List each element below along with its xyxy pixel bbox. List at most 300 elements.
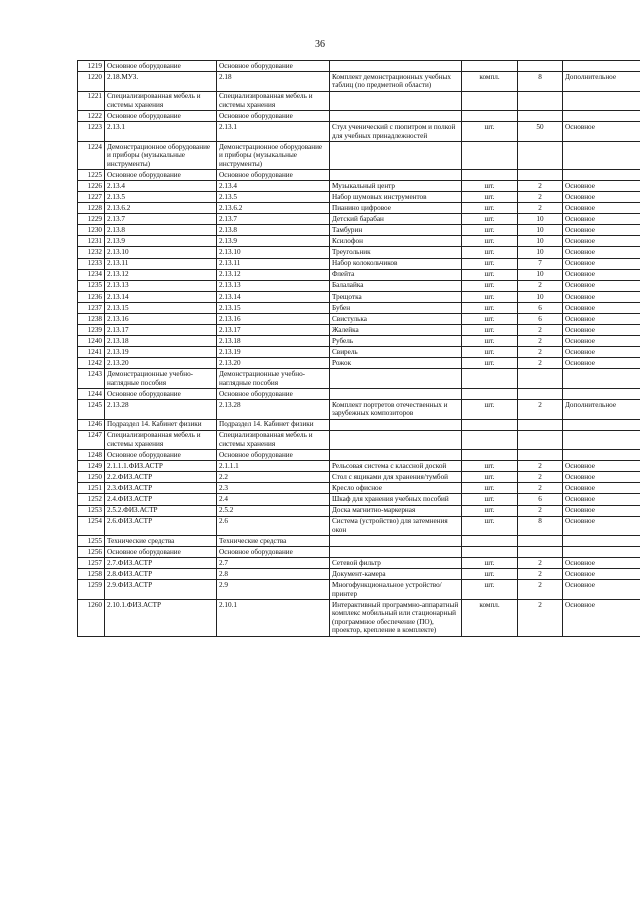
table-row [78, 461, 640, 472]
table-row [78, 141, 640, 169]
row-code: Демонстрационные учебно-наглядные пособия [105, 369, 217, 389]
row-type: Основное [563, 347, 640, 358]
row-code: 2.13.17 [105, 324, 217, 335]
row-quantity: 2 [518, 505, 563, 516]
table-row [78, 494, 640, 505]
row-quantity: 50 [518, 122, 563, 142]
row-unit [462, 61, 518, 72]
table-row [78, 558, 640, 569]
table-row [78, 280, 640, 291]
row-type: Основное [563, 358, 640, 369]
row-type: Основное [563, 558, 640, 569]
row-unit: шт. [462, 302, 518, 313]
row-quantity: 6 [518, 313, 563, 324]
row-quantity [518, 111, 563, 122]
row-code: Основное оборудование [105, 450, 217, 461]
row-type [563, 61, 640, 72]
row-unit: шт. [462, 280, 518, 291]
table-row [78, 483, 640, 494]
row-code: 2.4.ФИЗ.АСТР [105, 494, 217, 505]
row-code: 2.13.11 [105, 258, 217, 269]
row-unit: шт. [462, 180, 518, 191]
row-name: 2.4 [217, 494, 330, 505]
row-quantity: 10 [518, 291, 563, 302]
row-quantity [518, 369, 563, 389]
row-type: Основное [563, 236, 640, 247]
row-type: Основное [563, 580, 640, 600]
row-name: Основное оборудование [217, 450, 330, 461]
row-number: 1238 [78, 313, 105, 324]
row-description: Документ-камера [330, 569, 462, 580]
row-number: 1257 [78, 558, 105, 569]
table-row [78, 536, 640, 547]
row-unit: шт. [462, 236, 518, 247]
row-number: 1226 [78, 180, 105, 191]
row-number: 1245 [78, 399, 105, 419]
table-row [78, 580, 640, 600]
row-description [330, 388, 462, 399]
row-quantity: 10 [518, 247, 563, 258]
row-quantity [518, 450, 563, 461]
row-unit: шт. [462, 324, 518, 335]
row-unit: шт. [462, 313, 518, 324]
row-number: 1222 [78, 111, 105, 122]
row-quantity: 2 [518, 358, 563, 369]
row-name: 2.7 [217, 558, 330, 569]
row-number: 1237 [78, 302, 105, 313]
row-unit [462, 369, 518, 389]
row-unit: шт. [462, 247, 518, 258]
row-type [563, 388, 640, 399]
row-code: 2.10.1.ФИЗ.АСТР [105, 600, 217, 637]
row-quantity [518, 430, 563, 450]
row-name: 2.13.5 [217, 192, 330, 203]
row-type: Основное [563, 269, 640, 280]
row-number: 1246 [78, 419, 105, 430]
row-quantity: 8 [518, 72, 563, 92]
row-description: Свирель [330, 347, 462, 358]
row-unit: шт. [462, 483, 518, 494]
row-description: Сетевой фильтр [330, 558, 462, 569]
row-number: 1253 [78, 505, 105, 516]
row-code: 2.13.8 [105, 225, 217, 236]
row-description [330, 536, 462, 547]
row-name: 2.10.1 [217, 600, 330, 637]
row-name: 2.13.7 [217, 214, 330, 225]
row-number: 1230 [78, 225, 105, 236]
row-description: Шкаф для хранения учебных пособий [330, 494, 462, 505]
row-code: 2.8.ФИЗ.АСТР [105, 569, 217, 580]
row-type: Основное [563, 180, 640, 191]
row-name: 2.1.1.1 [217, 461, 330, 472]
row-name: 2.13.15 [217, 302, 330, 313]
row-name: Подраздел 14. Кабинет физики [217, 419, 330, 430]
row-name: 2.13.1 [217, 122, 330, 142]
table-row [78, 247, 640, 258]
row-type [563, 111, 640, 122]
row-description [330, 111, 462, 122]
row-name: 2.13.10 [217, 247, 330, 258]
row-name: Основное оборудование [217, 388, 330, 399]
row-type: Основное [563, 313, 640, 324]
row-name: 2.13.13 [217, 280, 330, 291]
row-quantity: 2 [518, 203, 563, 214]
row-name: 2.13.6.2 [217, 203, 330, 214]
row-quantity: 2 [518, 192, 563, 203]
row-description: Бубен [330, 302, 462, 313]
table-row [78, 214, 640, 225]
row-unit [462, 450, 518, 461]
row-name: Основное оборудование [217, 169, 330, 180]
table-row [78, 225, 640, 236]
row-unit [462, 91, 518, 111]
row-type: Основное [563, 494, 640, 505]
row-code: 2.13.10 [105, 247, 217, 258]
row-description: Жалейка [330, 324, 462, 335]
row-description [330, 430, 462, 450]
row-description: Стол с ящиками для хранения/тумбой [330, 472, 462, 483]
row-type: Основное [563, 192, 640, 203]
row-code: Специализированная мебель и системы хранения [105, 430, 217, 450]
row-number: 1229 [78, 214, 105, 225]
row-code: 2.13.6.2 [105, 203, 217, 214]
row-code: Основное оборудование [105, 547, 217, 558]
table-row [78, 269, 640, 280]
row-code: Технические средства [105, 536, 217, 547]
table-row [78, 302, 640, 313]
row-description [330, 450, 462, 461]
row-description: Рубель [330, 336, 462, 347]
row-type [563, 419, 640, 430]
row-code: 2.13.18 [105, 336, 217, 347]
row-unit: шт. [462, 291, 518, 302]
row-description [330, 91, 462, 111]
row-name: 2.13.17 [217, 324, 330, 335]
row-quantity: 2 [518, 558, 563, 569]
row-quantity [518, 547, 563, 558]
row-description [330, 169, 462, 180]
row-unit: шт. [462, 505, 518, 516]
row-quantity: 2 [518, 472, 563, 483]
row-description: Интерактивный программно-аппаратный комплекс мобильный или стационарный (программное обеспечение (ПО), проектор, крепление в комплекте) [330, 600, 462, 637]
row-number: 1225 [78, 169, 105, 180]
row-type: Основное [563, 225, 640, 236]
row-number: 1256 [78, 547, 105, 558]
row-number: 1252 [78, 494, 105, 505]
row-unit: шт. [462, 558, 518, 569]
row-name: 2.13.28 [217, 399, 330, 419]
row-unit [462, 430, 518, 450]
row-quantity: 7 [518, 258, 563, 269]
row-type: Основное [563, 505, 640, 516]
row-unit: шт. [462, 336, 518, 347]
row-quantity [518, 169, 563, 180]
table-row [78, 203, 640, 214]
table-row [78, 419, 640, 430]
row-description [330, 547, 462, 558]
page-number: 36 [315, 39, 325, 50]
row-type: Основное [563, 336, 640, 347]
row-name: Демонстрационные учебно-наглядные пособия [217, 369, 330, 389]
row-number: 1234 [78, 269, 105, 280]
row-number: 1251 [78, 483, 105, 494]
row-code: 2.13.28 [105, 399, 217, 419]
row-description [330, 419, 462, 430]
row-name: 2.13.19 [217, 347, 330, 358]
row-number: 1242 [78, 358, 105, 369]
table-row [78, 388, 640, 399]
row-code: 2.2.ФИЗ.АСТР [105, 472, 217, 483]
row-description: Треугольник [330, 247, 462, 258]
row-quantity: 6 [518, 494, 563, 505]
row-type [563, 141, 640, 169]
row-number: 1244 [78, 388, 105, 399]
row-unit [462, 111, 518, 122]
row-code: 2.13.16 [105, 313, 217, 324]
table-row [78, 450, 640, 461]
row-code: 2.13.4 [105, 180, 217, 191]
row-quantity: 2 [518, 347, 563, 358]
row-type: Основное [563, 291, 640, 302]
row-code: 2.13.7 [105, 214, 217, 225]
row-number: 1240 [78, 336, 105, 347]
row-number: 1233 [78, 258, 105, 269]
table-row [78, 192, 640, 203]
row-quantity: 2 [518, 280, 563, 291]
row-description: Свистулька [330, 313, 462, 324]
row-quantity [518, 91, 563, 111]
row-unit [462, 388, 518, 399]
row-quantity [518, 61, 563, 72]
row-number: 1255 [78, 536, 105, 547]
row-name: 2.13.18 [217, 336, 330, 347]
row-type [563, 430, 640, 450]
row-code: Основное оборудование [105, 111, 217, 122]
row-number: 1224 [78, 141, 105, 169]
table-row [78, 61, 640, 72]
row-quantity: 10 [518, 214, 563, 225]
row-unit: шт. [462, 516, 518, 536]
row-code: 2.13.19 [105, 347, 217, 358]
row-code: Основное оборудование [105, 388, 217, 399]
table-row [78, 399, 640, 419]
row-type [563, 536, 640, 547]
row-unit: шт. [462, 225, 518, 236]
row-number: 1241 [78, 347, 105, 358]
row-code: 2.1.1.1.ФИЗ.АСТР [105, 461, 217, 472]
row-name: Специализированная мебель и системы хранения [217, 430, 330, 450]
row-description [330, 141, 462, 169]
row-quantity: 10 [518, 236, 563, 247]
row-unit [462, 547, 518, 558]
row-number: 1254 [78, 516, 105, 536]
table-row [78, 122, 640, 142]
row-type: Основное [563, 203, 640, 214]
row-quantity [518, 419, 563, 430]
row-quantity [518, 388, 563, 399]
row-name: Технические средства [217, 536, 330, 547]
row-type: Основное [563, 247, 640, 258]
row-number: 1260 [78, 600, 105, 637]
row-code: 2.13.5 [105, 192, 217, 203]
row-type: Дополнительное [563, 72, 640, 92]
row-type [563, 369, 640, 389]
row-name: 2.13.11 [217, 258, 330, 269]
row-name: 2.5.2 [217, 505, 330, 516]
table-row [78, 291, 640, 302]
row-description: Ксилофон [330, 236, 462, 247]
row-code: 2.7.ФИЗ.АСТР [105, 558, 217, 569]
row-number: 1250 [78, 472, 105, 483]
row-quantity [518, 141, 563, 169]
row-unit: шт. [462, 258, 518, 269]
row-number: 1227 [78, 192, 105, 203]
row-quantity: 8 [518, 516, 563, 536]
row-description: Балалайка [330, 280, 462, 291]
row-number: 1221 [78, 91, 105, 111]
row-type: Основное [563, 600, 640, 637]
row-name: 2.6 [217, 516, 330, 536]
row-code: 2.13.20 [105, 358, 217, 369]
row-code: Основное оборудование [105, 61, 217, 72]
row-code: 2.13.13 [105, 280, 217, 291]
row-description: Музыкальный центр [330, 180, 462, 191]
row-unit: шт. [462, 192, 518, 203]
table-row [78, 347, 640, 358]
row-description: Комплект портретов отечественных и зарубежных композиторов [330, 399, 462, 419]
row-quantity: 2 [518, 399, 563, 419]
row-description: Система (устройство) для затемнения окон [330, 516, 462, 536]
row-name: 2.13.16 [217, 313, 330, 324]
row-quantity: 2 [518, 569, 563, 580]
row-number: 1219 [78, 61, 105, 72]
row-type: Основное [563, 461, 640, 472]
row-code: 2.13.14 [105, 291, 217, 302]
row-quantity: 6 [518, 302, 563, 313]
table-row [78, 569, 640, 580]
row-number: 1223 [78, 122, 105, 142]
row-name: Основное оборудование [217, 547, 330, 558]
row-number: 1247 [78, 430, 105, 450]
row-unit: шт. [462, 472, 518, 483]
row-number: 1228 [78, 203, 105, 214]
row-quantity [518, 536, 563, 547]
row-unit: компл. [462, 600, 518, 637]
table-row [78, 600, 640, 637]
row-number: 1243 [78, 369, 105, 389]
row-quantity: 2 [518, 336, 563, 347]
row-name: 2.13.20 [217, 358, 330, 369]
row-code: 2.9.ФИЗ.АСТР [105, 580, 217, 600]
row-type: Основное [563, 214, 640, 225]
row-unit [462, 169, 518, 180]
row-type: Основное [563, 472, 640, 483]
row-type: Основное [563, 569, 640, 580]
row-quantity: 2 [518, 461, 563, 472]
table-row [78, 369, 640, 389]
row-description [330, 369, 462, 389]
row-unit: шт. [462, 580, 518, 600]
row-unit: шт. [462, 214, 518, 225]
row-type [563, 91, 640, 111]
row-type [563, 547, 640, 558]
row-number: 1258 [78, 569, 105, 580]
row-number: 1220 [78, 72, 105, 92]
row-description: Детский барабан [330, 214, 462, 225]
table-row [78, 336, 640, 347]
table-row [78, 472, 640, 483]
row-quantity: 2 [518, 483, 563, 494]
row-code: Подраздел 14. Кабинет физики [105, 419, 217, 430]
row-unit: шт. [462, 122, 518, 142]
row-type: Дополнительное [563, 399, 640, 419]
row-number: 1259 [78, 580, 105, 600]
row-number: 1232 [78, 247, 105, 258]
row-unit: шт. [462, 461, 518, 472]
table-row [78, 313, 640, 324]
row-number: 1236 [78, 291, 105, 302]
table-row [78, 505, 640, 516]
row-quantity: 2 [518, 600, 563, 637]
row-name: 2.9 [217, 580, 330, 600]
row-name: 2.2 [217, 472, 330, 483]
row-code: 2.5.2.ФИЗ.АСТР [105, 505, 217, 516]
table-row [78, 358, 640, 369]
row-description: Рельсовая система с классной доской [330, 461, 462, 472]
row-number: 1231 [78, 236, 105, 247]
row-code: 2.13.15 [105, 302, 217, 313]
row-name: 2.3 [217, 483, 330, 494]
table-row [78, 258, 640, 269]
row-description [330, 61, 462, 72]
row-unit: шт. [462, 494, 518, 505]
table-row [78, 236, 640, 247]
row-unit: шт. [462, 347, 518, 358]
row-description: Комплект демонстрационных учебных таблиц (по предметной области) [330, 72, 462, 92]
row-description: Тамбурин [330, 225, 462, 236]
row-unit [462, 536, 518, 547]
row-description: Трещотка [330, 291, 462, 302]
row-code: 2.13.1 [105, 122, 217, 142]
row-code: 2.13.9 [105, 236, 217, 247]
table-row [78, 547, 640, 558]
row-name: Основное оборудование [217, 61, 330, 72]
row-unit [462, 141, 518, 169]
table-row [78, 516, 640, 536]
row-code: Основное оборудование [105, 169, 217, 180]
row-name: 2.13.4 [217, 180, 330, 191]
table-row [78, 169, 640, 180]
row-unit: шт. [462, 269, 518, 280]
row-quantity: 2 [518, 580, 563, 600]
row-code: Специализированная мебель и системы хранения [105, 91, 217, 111]
row-unit: шт. [462, 399, 518, 419]
row-code: 2.18.МУЗ. [105, 72, 217, 92]
row-type: Основное [563, 258, 640, 269]
row-code: Демонстрационное оборудование и приборы (музыкальные инструменты) [105, 141, 217, 169]
row-description: Рожок [330, 358, 462, 369]
row-description: Флейта [330, 269, 462, 280]
row-code: 2.3.ФИЗ.АСТР [105, 483, 217, 494]
row-unit: шт. [462, 569, 518, 580]
table-row [78, 91, 640, 111]
row-description: Многофункциональное устройство/принтер [330, 580, 462, 600]
row-number: 1249 [78, 461, 105, 472]
row-name: Демонстрационное оборудование и приборы (музыкальные инструменты) [217, 141, 330, 169]
row-description: Стул ученический с пюпитром и полкой для учебных принадлежностей [330, 122, 462, 142]
table-row [78, 430, 640, 450]
row-description: Пианино цифровое [330, 203, 462, 214]
